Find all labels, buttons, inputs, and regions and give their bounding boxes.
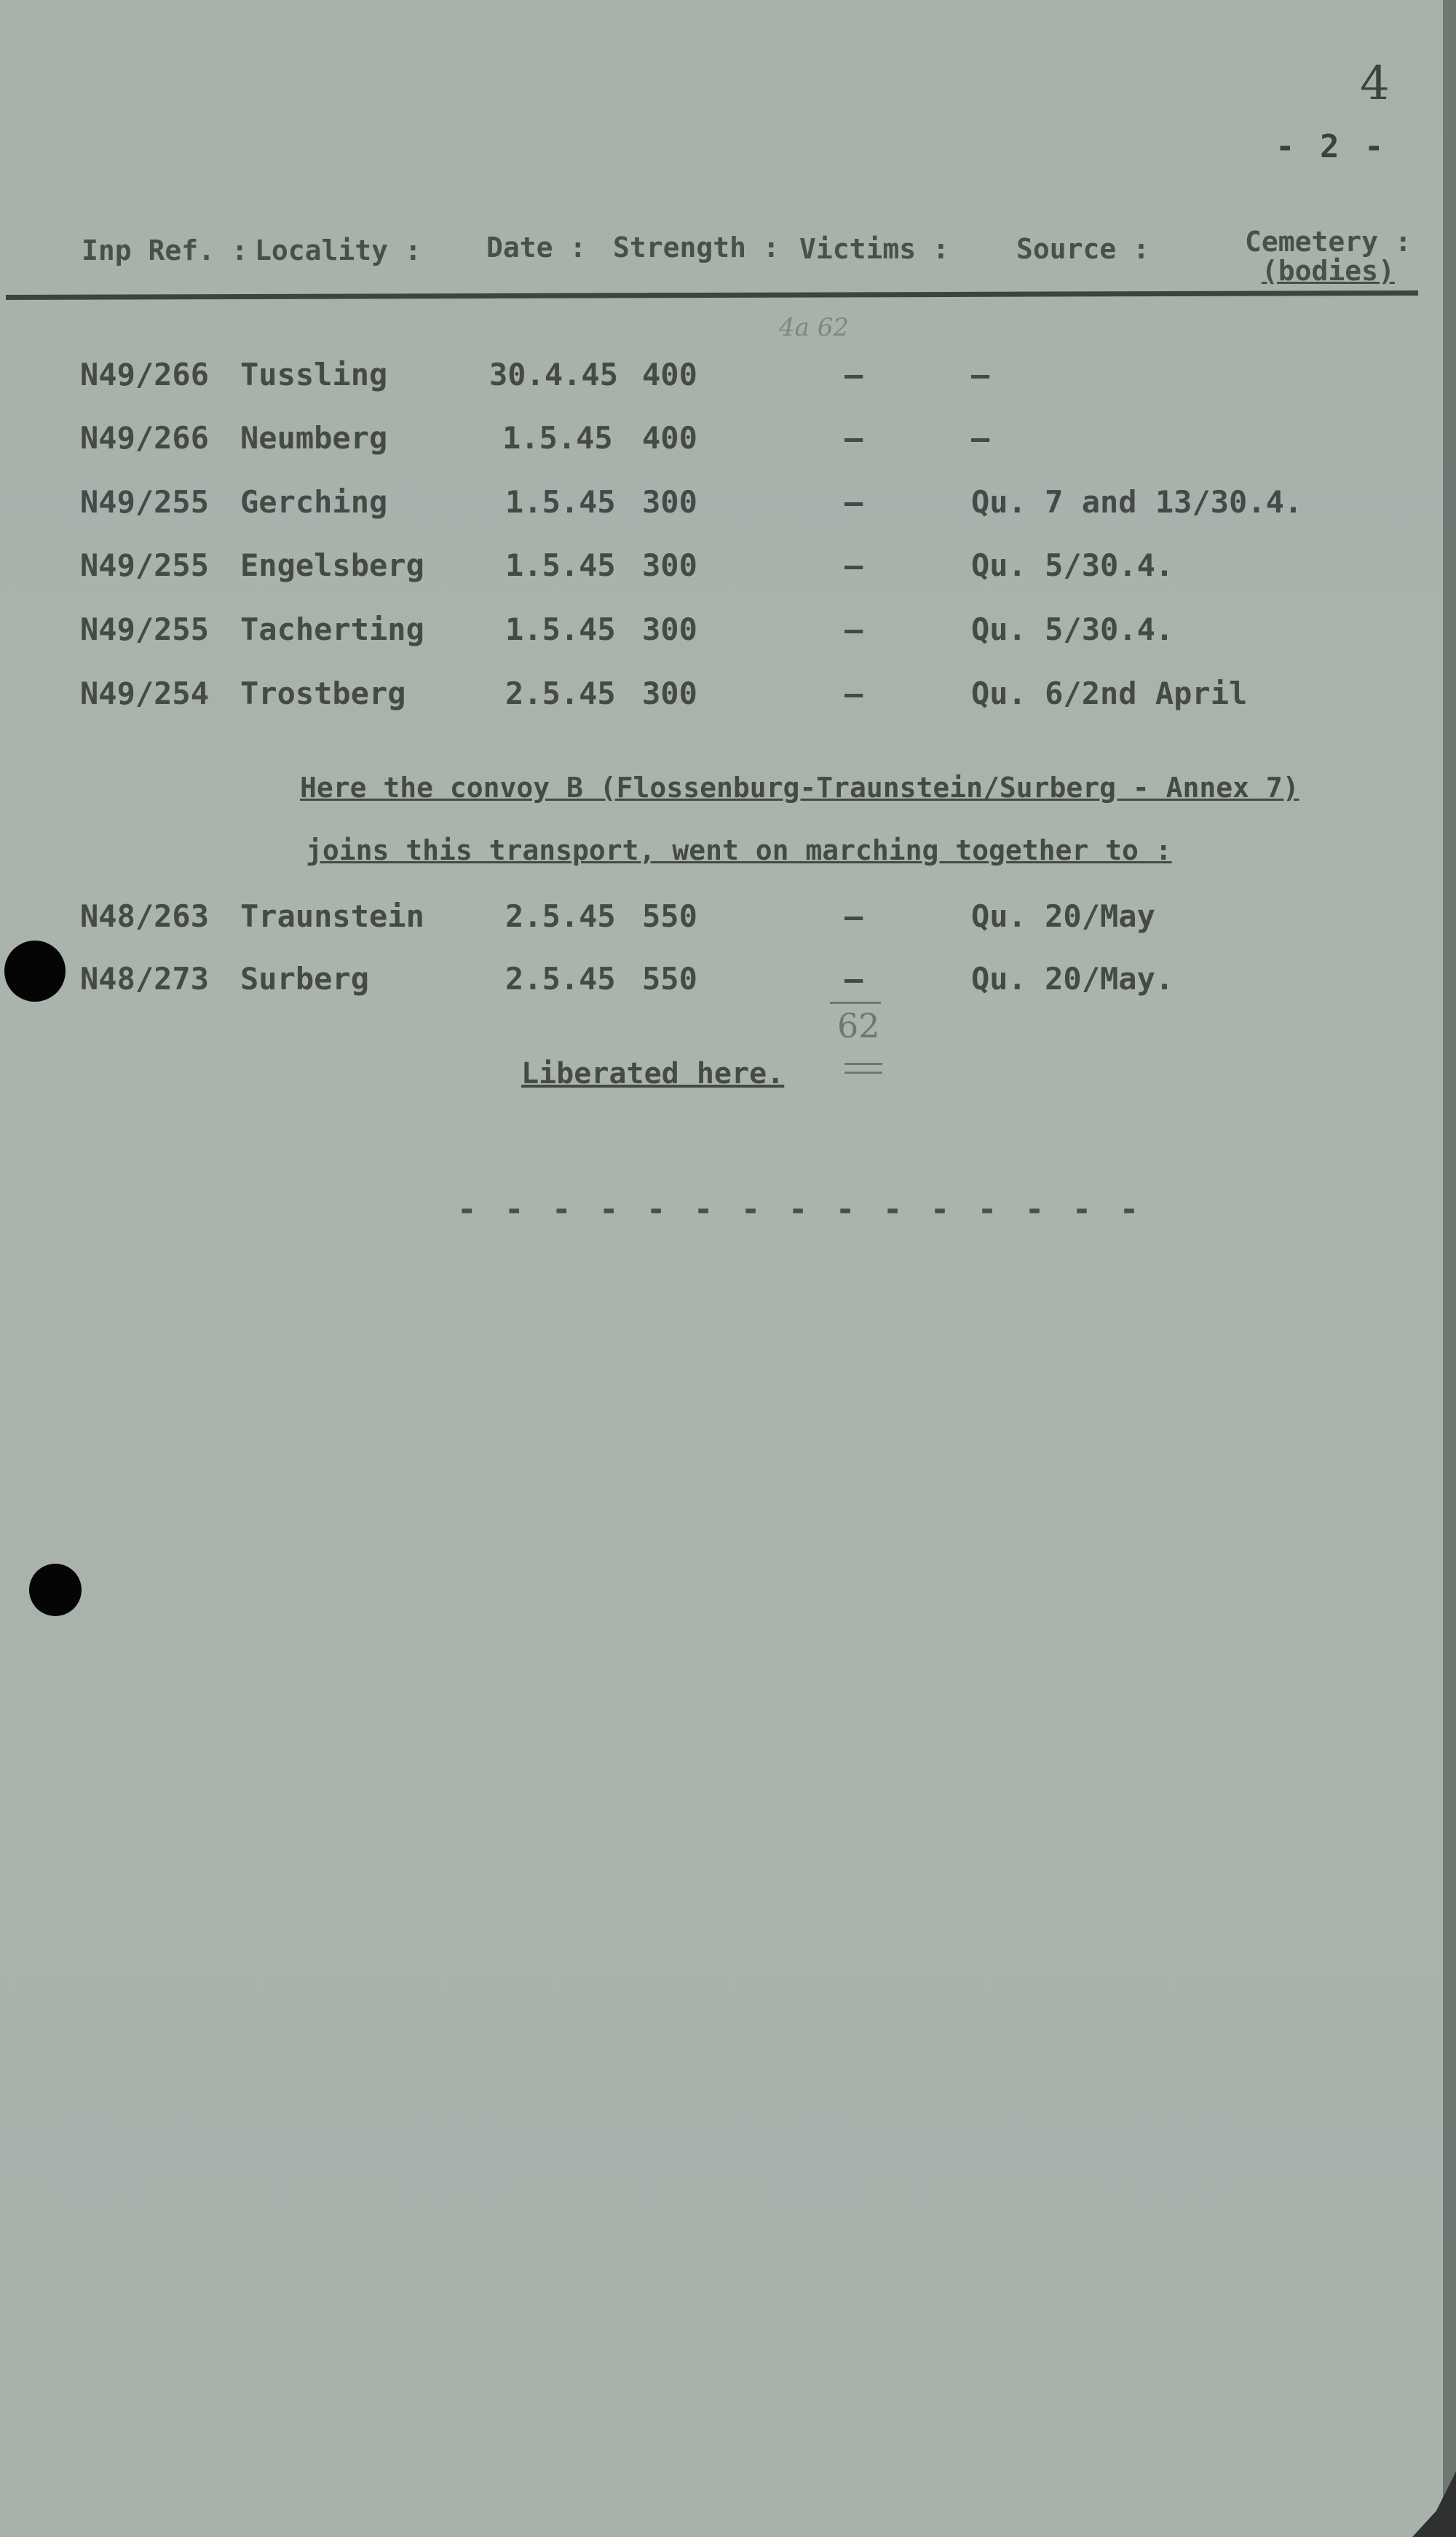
cell-date: 2.5.45 [505, 676, 616, 711]
cell-locality: Tussling [240, 357, 388, 392]
handwritten-underline [844, 1072, 882, 1074]
cell-source: Qu. 6/2nd April [971, 676, 1248, 711]
handwritten-annotation: 4a 62 [779, 313, 849, 342]
cell-date: 1.5.45 [505, 484, 616, 520]
cell-victims: — [844, 420, 863, 456]
handwritten-total: 62 [837, 1006, 880, 1045]
cell-victims: — [844, 898, 863, 934]
cell-locality: Trostberg [240, 676, 406, 711]
cell-locality: Surberg [240, 961, 370, 997]
cell-strength: 400 [642, 420, 697, 456]
table-row [0, 676, 1456, 719]
joins-note: joins this transport, went on marching together to : [306, 834, 1172, 866]
cell-source: Qu. 20/May [971, 898, 1155, 934]
cell-ref: N49/266 [80, 420, 210, 456]
typed-page-number: - 2 - [1275, 128, 1387, 165]
header-strength: Strength : [613, 231, 780, 264]
header-date: Date : [486, 231, 587, 264]
handwritten-underline [830, 1002, 881, 1004]
table-row [0, 547, 1456, 591]
cell-ref: N49/266 [80, 357, 210, 392]
cell-ref: N48/273 [80, 961, 210, 997]
cell-strength: 300 [642, 612, 697, 647]
cell-ref: N48/263 [80, 898, 210, 934]
header-cemetery-line2: (bodies) [1261, 255, 1395, 287]
cell-victims: — [844, 612, 863, 647]
cell-source: Qu. 5/30.4. [971, 612, 1174, 647]
table-row [0, 612, 1456, 655]
cell-victims: — [844, 547, 863, 583]
liberated-note: Liberated here. [521, 1057, 785, 1091]
separator-line: - - - - - - - - - - - - - - - [457, 1191, 1144, 1228]
cell-ref: N49/254 [80, 676, 210, 711]
header-cemetery [1245, 227, 1412, 285]
convoy-note: Here the convoy B (Flossenburg-Traunstein/Surberg - Annex 7) [300, 772, 1299, 804]
header-victims: Victims : [799, 233, 949, 265]
cell-date: 2.5.45 [505, 961, 616, 997]
cell-locality: Gerching [240, 484, 388, 520]
cell-strength: 400 [642, 357, 697, 392]
cell-ref: N49/255 [80, 484, 210, 520]
cell-strength: 300 [642, 484, 697, 520]
header-ref: Inp Ref. : [82, 234, 248, 266]
cell-locality: Tacherting [240, 612, 424, 647]
header-locality: Locality : [255, 234, 422, 266]
punch-hole-bottom [29, 1564, 82, 1616]
cell-date: 1.5.45 [505, 547, 616, 583]
table-header [0, 226, 1456, 296]
cell-date: 1.5.45 [502, 420, 613, 456]
handwritten-page-number: 4 [1360, 57, 1390, 111]
header-cemetery-line1: Cemetery : [1245, 226, 1412, 258]
handwritten-underline [844, 1063, 882, 1065]
cell-strength: 550 [642, 898, 697, 934]
cell-source: — [971, 357, 990, 392]
cell-locality: Engelsberg [240, 547, 424, 583]
cell-source: Qu. 7 and 13/30.4. [971, 484, 1303, 520]
table-row [0, 357, 1456, 400]
table-row [0, 484, 1456, 528]
cell-date: 30.4.45 [489, 357, 619, 392]
cell-locality: Traunstein [240, 898, 424, 934]
cell-victims: — [844, 961, 863, 997]
cell-victims: — [844, 676, 863, 711]
cell-source: — [971, 420, 990, 456]
table-row [0, 898, 1456, 942]
cell-ref: N49/255 [80, 612, 210, 647]
table-row [0, 961, 1456, 1005]
cell-date: 2.5.45 [505, 898, 616, 934]
cell-locality: Neumberg [240, 420, 388, 456]
header-source: Source : [1016, 233, 1150, 265]
cell-source: Qu. 20/May. [971, 961, 1174, 997]
cell-strength: 300 [642, 676, 697, 711]
cell-victims: — [844, 484, 863, 520]
cell-victims: — [844, 357, 863, 392]
cell-source: Qu. 5/30.4. [971, 547, 1174, 583]
cell-strength: 300 [642, 547, 697, 583]
cell-date: 1.5.45 [505, 612, 616, 647]
cell-strength: 550 [642, 961, 697, 997]
cell-ref: N49/255 [80, 547, 210, 583]
table-row [0, 420, 1456, 464]
